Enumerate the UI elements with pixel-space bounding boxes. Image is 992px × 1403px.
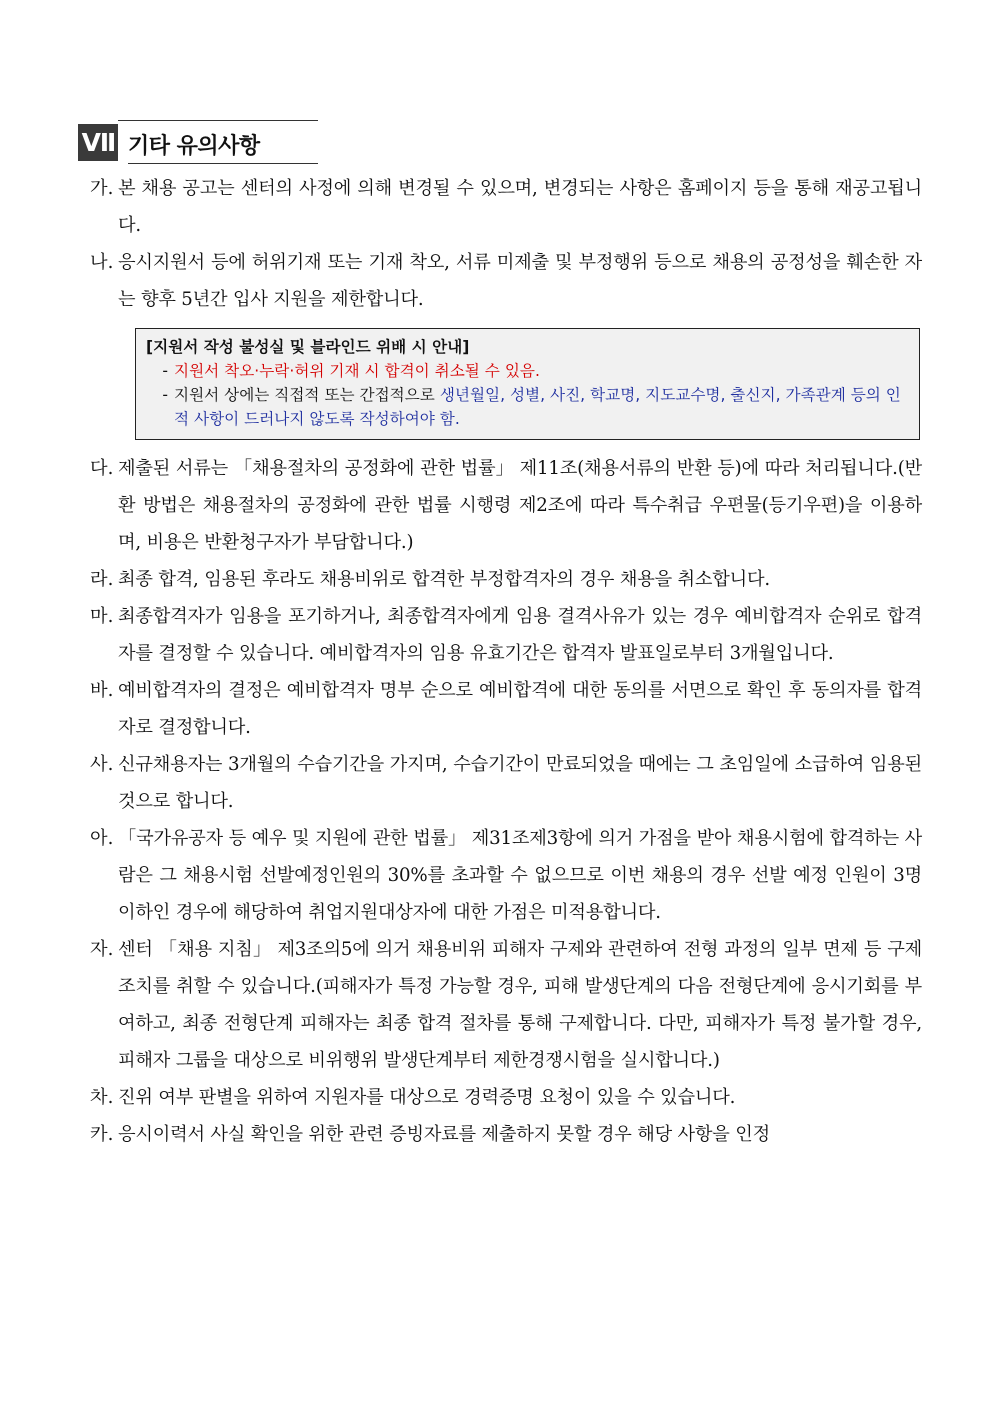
item-label: 아. [90, 828, 114, 849]
notice-line-prefix: 지원서 상에는 직접적 또는 간접적으로 [174, 386, 440, 404]
list-item [90, 820, 922, 931]
item-label: 바. [90, 680, 114, 701]
notice-line-text [174, 383, 909, 431]
list-item [90, 450, 922, 561]
list-item [90, 746, 922, 820]
item-text: 센터 「채용 지침」 제3조의5에 의거 채용비위 피해자 구제와 관련하여 전형 과정의 일부 면제 등 구제조치를 취할 수 있습니다.(피해자가 특정 가능할 경우, 피해 발생단계의 다음 전형단계에 응시기회를 부여하고, 최종 전형단계 피해자는 최종 합격 절차를 통해 구제합니다. 다만, 피해자가 특정 불가할 경우, 피해자 그룹을 대상으로 비위행위 발생단계부터 제한경쟁시험을 실시합니다.) [118, 939, 922, 1071]
item-text: 최종합격자가 임용을 포기하거나, 최종합격자에게 임용 결격사유가 있는 경우 예비합격자 순위로 합격자를 결정할 수 있습니다. 예비합격자의 임용 유효기간은 합격자 발표일로부터 3개월입니다. [118, 606, 922, 664]
item-text: 본 채용 공고는 센터의 사정에 의해 변경될 수 있으며, 변경되는 사항은 홈페이지 등을 통해 재공고됩니다. [118, 178, 922, 236]
list-item [90, 1116, 922, 1153]
item-label: 사. [90, 754, 114, 775]
item-label: 다. [90, 458, 114, 479]
item-text: 응시이력서 사실 확인을 위한 관련 증빙자료를 제출하지 못할 경우 해당 사항을 인정 [118, 1124, 770, 1145]
notice-warning-text: 지원서 착오·누락·허위 기재 시 합격이 취소될 수 있음. [174, 362, 540, 380]
section-heading [78, 124, 318, 161]
item-label: 나. [90, 252, 114, 273]
list-item [90, 598, 922, 672]
list-item [90, 672, 922, 746]
section-title: 기타 유의사항 [128, 134, 260, 159]
notice-line [146, 383, 909, 431]
item-label: 마. [90, 606, 114, 627]
item-text: 진위 여부 판별을 위하여 지원자를 대상으로 경력증명 요청이 있을 수 있습니다. [118, 1087, 736, 1108]
section-title-wrap [128, 129, 318, 164]
list-item [90, 170, 922, 244]
blind-hiring-notice-box [135, 328, 920, 440]
dash-bullet: - [162, 362, 168, 380]
notice-highlight-text: 생년월일, 성별, 사진, 학교명, 지도교수명, 출신지, 가족관계 등의 인적 사항이 드러나지 않도록 작성하여야 함. [174, 386, 901, 428]
notice-line [146, 359, 909, 383]
notes-list [90, 170, 922, 1153]
notice-title: [지원서 작성 불성실 및 블라인드 위배 시 안내] [146, 338, 470, 356]
item-label: 카. [90, 1124, 114, 1145]
item-text: 응시지원서 등에 허위기재 또는 기재 착오, 서류 미제출 및 부정행위 등으로 채용의 공정성을 훼손한 자는 향후 5년간 입사 지원을 제한합니다. [118, 252, 922, 310]
list-item [90, 1079, 922, 1116]
item-label: 차. [90, 1087, 114, 1108]
item-text: 최종 합격, 임용된 후라도 채용비위로 합격한 부정합격자의 경우 채용을 취소합니다. [118, 569, 770, 590]
item-label: 자. [90, 939, 114, 960]
dash-bullet: - [162, 386, 168, 404]
item-label: 라. [90, 569, 114, 590]
section-number-badge: Ⅶ [78, 124, 118, 161]
item-text: 「국가유공자 등 예우 및 지원에 관한 법률」 제31조제3항에 의거 가점을 받아 채용시험에 합격하는 사람은 그 채용시험 선발예정인원의 30%를 초과할 수 없으므로 이번 채용의 경우 선발 예정 인원이 3명 이하인 경우에 해당하여 취업지원대상자에 대한 가점은 미적용합니다. [118, 828, 922, 923]
item-text: 신규채용자는 3개월의 수습기간을 가지며, 수습기간이 만료되었을 때에는 그 초임일에 소급하여 임용된 것으로 합니다. [118, 754, 922, 812]
list-item [90, 931, 922, 1079]
list-item [90, 244, 922, 318]
item-text: 예비합격자의 결정은 예비합격자 명부 순으로 예비합격에 대한 동의를 서면으로 확인 후 동의자를 합격자로 결정합니다. [118, 680, 922, 738]
item-label: 가. [90, 178, 114, 199]
list-item [90, 561, 922, 598]
item-text: 제출된 서류는 「채용절차의 공정화에 관한 법률」 제11조(채용서류의 반환 등)에 따라 처리됩니다.(반환 방법은 채용절차의 공정화에 관한 법률 시행령 제2조에 따라 특수취급 우편물(등기우편)을 이용하며, 비용은 반환청구자가 부담합니다.) [118, 458, 922, 553]
